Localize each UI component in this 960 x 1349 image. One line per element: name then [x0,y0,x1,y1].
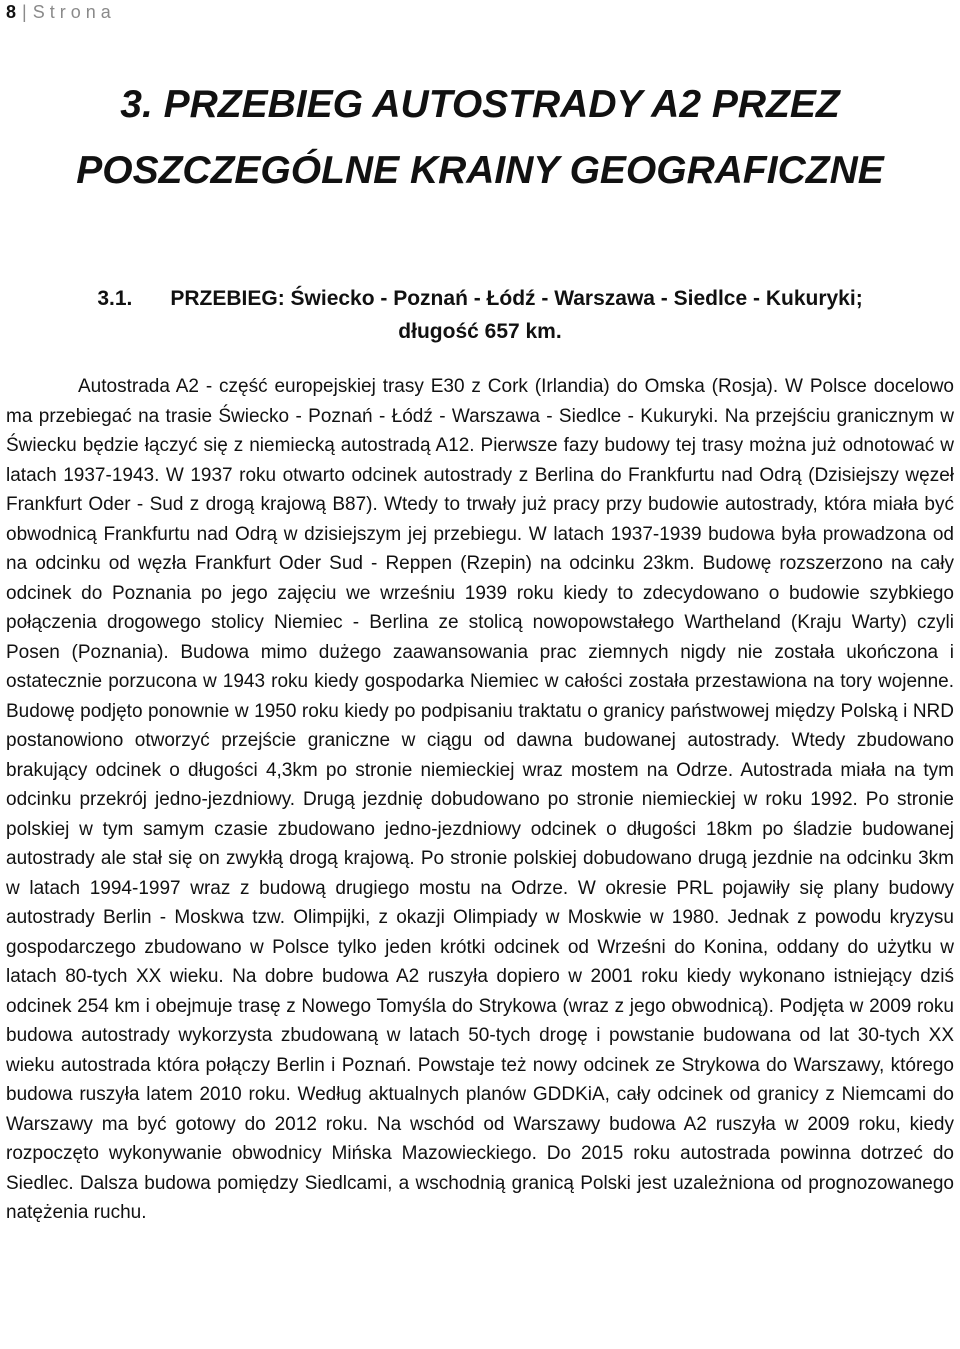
chapter-title-line-2: POSZCZEGÓLNE KRAINY GEOGRAFICZNE [76,149,884,192]
page-header-separator: | [22,2,27,22]
body-paragraph: Autostrada A2 - część europejskiej trasy E30 z Cork (Irlandia) do Omska (Rosja). W Polsce docelowo ma przebiegać na trasie Świecko - Poznań - Łódź - Warszawa - Siedlce - Kukuryki. Na przejściu granicznym w Świecku będzie łączyć się z niemiecką autostradą A12. Pierwsze fazy budowy tej trasy można już odnotować w latach 1937-1943. W 1937 roku otwarto odcinek autostrady z Berlina do Frankfurtu nad Odrą (Dzisiejszy węzeł Frankfurt Oder - Sud z drogą krajową B87). Wtedy to trwały już pracy przy budowie autostrady, która miała być obwodnicą Frankfurtu nad Odrą w dzisiejszym jej przebiegu. W latach 1937-1939 budowa była prowadzona od na odcinku od węzła Frankfurt Oder Sud - Reppen (Rzepin) na odcinku 23km. Budowę rozszerzono na cały odcinek do Poznania po jego zajęciu we wrześniu 1939 roku kiedy to zdecydowano o budowie szybkiego połączenia drogowego stolicy Niemiec - Berlina ze stolicą nowopowstałego Wartheland (Kraju Warty) czyli Posen (Poznania). Budowa mimo dużego zaawansowania prac ziemnych nigdy nie została ukończona i ostatecznie porzucona w 1943 roku kiedy gospodarka Niemiec w całości została przestawiona na tory wojenne. Budowę podjęto ponownie w 1950 roku kiedy po podpisaniu traktatu o granicy państwowej między Polską i NRD postanowiono otworzyć przejście graniczne w ciągu od dawna budowanej autostrady. Wtedy zbudowano brakujący odcinek o długości 4,3km po stronie niemieckiej wraz mostem na Odrze. Autostrada miała na tym odcinku przekrój jedno-jezdniowy. Drugą jezdnię dobudowano po stronie niemieckiej w roku 1992. Po stronie polskiej w tym samym czasie zbudowano jedno-jezdniowy odcinek o długości 18km po śladzie budowanej autostrady ale stał się on zwykłą drogą krajową. Po stronie polskiej dobudowano drugą jezdnie na odcinku 3km w latach 1994-1997 wraz z budową drugiego mostu na Odrze. W okresie PRL pojawiły się plany budowy autostrady Berlin - Moskwa tzw. Olimpijki, z okazji Olimpiady w Moskwie w 1980. Jednak z powodu kryzysu gospodarczego zbudowano w Polsce tylko jeden krótki odcinek od Wrześni do Konina, oddany do użytku w latach 80-tych XX wieku. Na dobre budowa A2 ruszyła dopiero w 2001 roku kiedy wykonano istniejący dziś odcinek 254 km i obejmuje trasę z Nowego Tomyśla do Strykowa (wraz z jego obwodnicą). Podjęta w 2009 roku budowa autostrady wykorzysta zbudowaną w latach 50-tych drogę i powstanie budowana od lat 30-tych XX wieku autostrada która połączy Berlin i Poznań. Powstaje też nowy odcinek ze Strykowa do Warszawy, którego budowa ruszyła latem 2010 roku. Według aktualnych planów GDDKiA, cały odcinek od granicy z Niemcami do Warszawy ma być gotowy do 2012 roku. Na wschód od Warszawy budowa A2 ruszyła w 2009 roku, kiedy rozpoczęto wykonywanie obwodnicy Mińska Mazowieckiego. Do 2015 roku autostrada powinna dotrzeć do Siedlec. Dalsza budowa pomiędzy Siedlcami, a wschodnią granicą Polski jest uzależniona od prognozowanego natężenia ruchu. [6,376,954,1223]
section-title-text: PRZEBIEG: Świecko - Poznań - Łódź - Warszawa - Siedlce - Kukuryki; [170,287,863,310]
chapter-title-line-1: 3. PRZEBIEG AUTOSTRADY A2 PRZEZ [120,83,840,126]
chapter-title [0,72,960,204]
page-header-word: Strona [32,2,116,22]
section-title-line-2: długość 657 km. [398,320,562,343]
section-number: 3.1. [97,287,133,310]
section-title-line-1 [0,282,960,315]
section-title [0,282,960,348]
page-number: 8 [6,2,17,22]
page-header [6,2,116,23]
